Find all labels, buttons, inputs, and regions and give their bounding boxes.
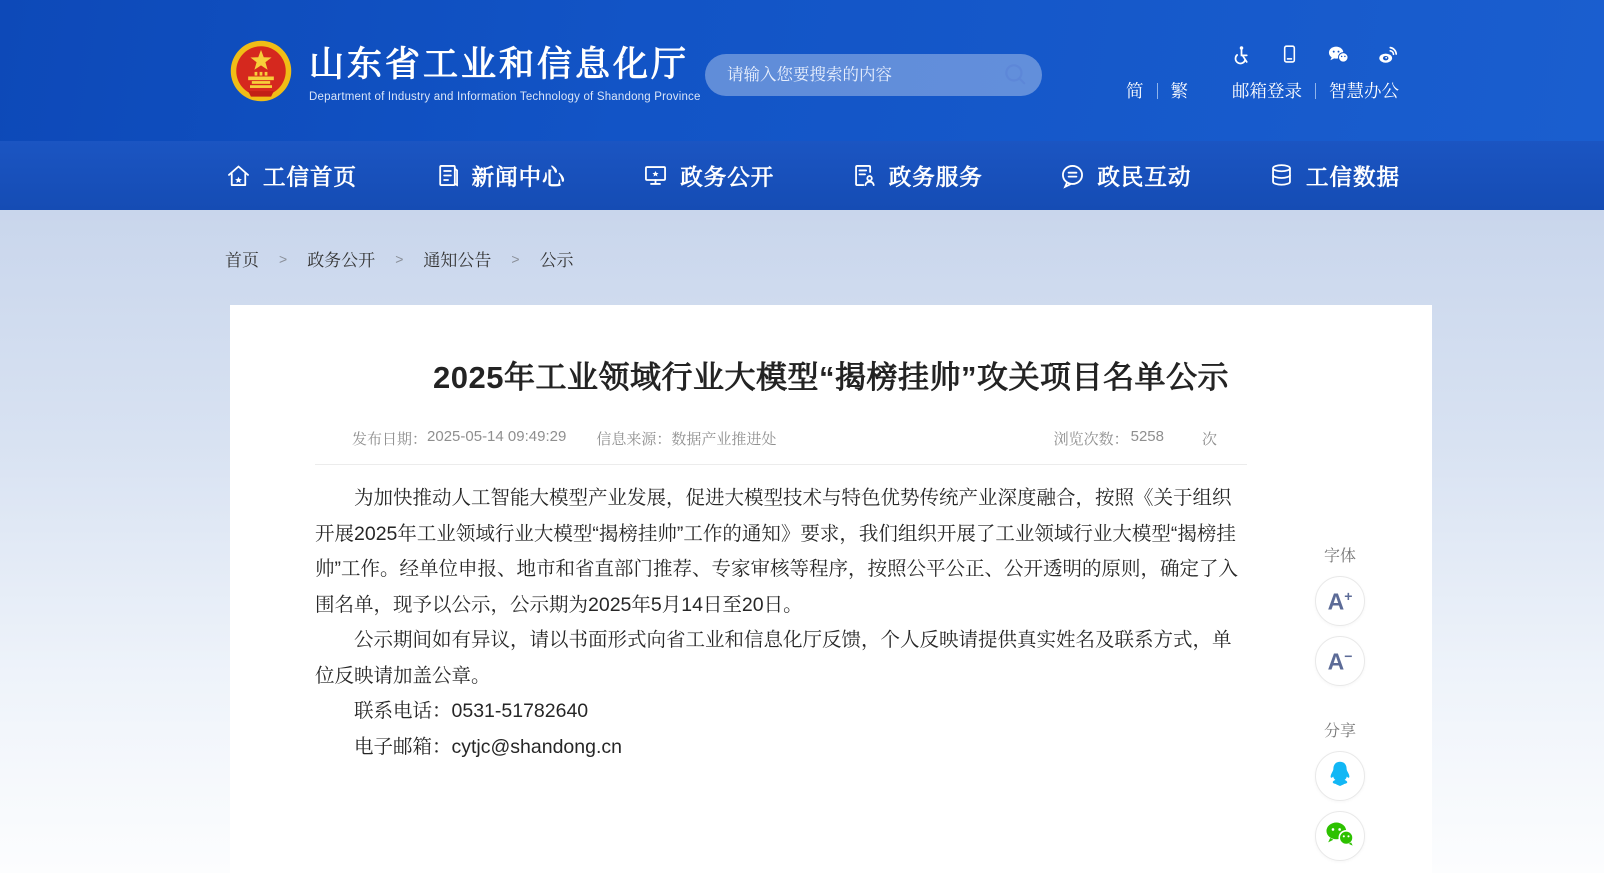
meta-divider [315,464,1247,465]
site-title: 山东省工业和信息化厅 [309,44,690,84]
nav-label: 政民互动 [1097,164,1192,190]
home-icon [225,162,252,189]
breadcrumb [225,246,574,271]
paragraph: 为加快推动人工智能大模型产业发展，促进大模型技术与特色优势传统产业深度融合，按照《关于组织开展2025年工业领域行业大模型“揭榜挂帅”工作的通知》要求，我们组织开展了工业领域行业大模型“揭榜挂帅”工作。经单位申报、地市和省直部门推荐、专家审核等程序，按照公平公正、公开透明的原则，确定了入围名单，现予以公示，公示期为2025年5月14日至20日。 [315,487,1238,616]
breadcrumb-announcement[interactable]: 公示 [539,251,574,270]
mobile-icon[interactable] [1279,44,1300,65]
contact-email: 电子邮箱：cytjc@shandong.cn [354,735,622,758]
link-traditional[interactable]: 繁 [1170,81,1188,101]
side-tools [1312,543,1368,871]
national-emblem-icon [228,38,294,109]
breadcrumb-separator: > [511,250,520,267]
database-icon [1268,162,1295,189]
site-header [0,0,1604,141]
view-count-label: 浏览次数： [1053,431,1129,448]
nav-label: 工信数据 [1305,164,1400,190]
accessibility-icon[interactable] [1231,44,1252,65]
publish-date-value: 2025-05-14 09:49:29 [427,428,567,445]
divider [1315,83,1316,99]
nav-item-news[interactable] [434,160,566,192]
info-source-label: 信息来源： [596,431,672,448]
quick-links [1126,78,1399,103]
site-logo[interactable] [228,38,701,109]
site-subtitle: Department of Industry and Information Technology of Shandong Province [309,90,701,103]
font-decrease-button[interactable] [1315,636,1365,686]
font-size-label: 字体 [1323,548,1356,565]
service-icon [851,162,878,189]
publish-date [352,428,566,449]
share-label: 分享 [1323,723,1356,740]
nav-item-gov-info[interactable] [642,160,774,192]
search-icon [1002,61,1028,90]
view-count-value: 5258 [1130,428,1164,445]
link-mail-login[interactable]: 邮箱登录 [1232,81,1302,101]
wechat-share-icon [1324,819,1356,854]
link-simplified[interactable]: 简 [1126,81,1144,101]
article-card [230,305,1432,873]
search-button[interactable] [1002,61,1028,90]
nav-item-gov-service[interactable] [851,160,983,192]
breadcrumb-home[interactable]: 首页 [225,251,259,270]
header-utilities [1126,44,1399,103]
brand-text [309,45,701,103]
search-input[interactable] [727,66,1002,85]
nav-item-data[interactable] [1268,160,1400,192]
nav-label: 政务公开 [680,164,775,190]
font-increase-button[interactable] [1315,576,1365,626]
font-decrease-text: A− [1327,647,1353,675]
nav-item-interaction[interactable] [1059,160,1191,192]
info-source [596,428,776,449]
contact-phone: 联系电话：0531-51782640 [354,700,589,722]
weibo-icon[interactable] [1377,44,1399,65]
publish-date-label: 发布日期： [352,431,428,448]
content-background [0,210,1604,873]
monitor-icon [642,162,669,189]
breadcrumb-separator: > [395,250,404,267]
search-box [705,54,1042,96]
chat-icon [1059,162,1086,189]
main-nav [0,141,1604,210]
article-meta [352,428,1217,449]
nav-label: 新闻中心 [471,164,566,190]
breadcrumb-gov-info[interactable]: 政务公开 [307,251,376,270]
breadcrumb-notices[interactable]: 通知公告 [423,251,492,270]
nav-label: 工信首页 [263,164,358,190]
nav-item-home[interactable] [225,160,357,192]
article-body [315,481,1247,765]
news-icon [434,162,461,189]
article-title: 2025年工业领域行业大模型“揭榜挂帅”攻关项目名单公示 [433,360,1229,395]
font-increase-text: A+ [1327,587,1353,615]
info-source-value: 数据产业推进处 [671,431,777,448]
share-wechat-button[interactable] [1315,811,1365,861]
nav-label: 政务服务 [888,164,983,190]
paragraph: 公示期间如有异议，请以书面形式向省工业和信息化厅反馈，个人反映请提供真实姓名及联系方式，单位反映请加盖公章。 [315,629,1232,687]
view-count-unit: 次 [1201,431,1217,448]
header-icon-row [1231,44,1399,65]
qq-icon [1325,759,1355,794]
link-smart-office[interactable]: 智慧办公 [1329,81,1399,101]
wechat-icon[interactable] [1327,44,1350,65]
breadcrumb-separator: > [279,250,288,267]
view-count [1054,428,1217,449]
divider [1157,83,1158,99]
share-qq-button[interactable] [1315,751,1365,801]
